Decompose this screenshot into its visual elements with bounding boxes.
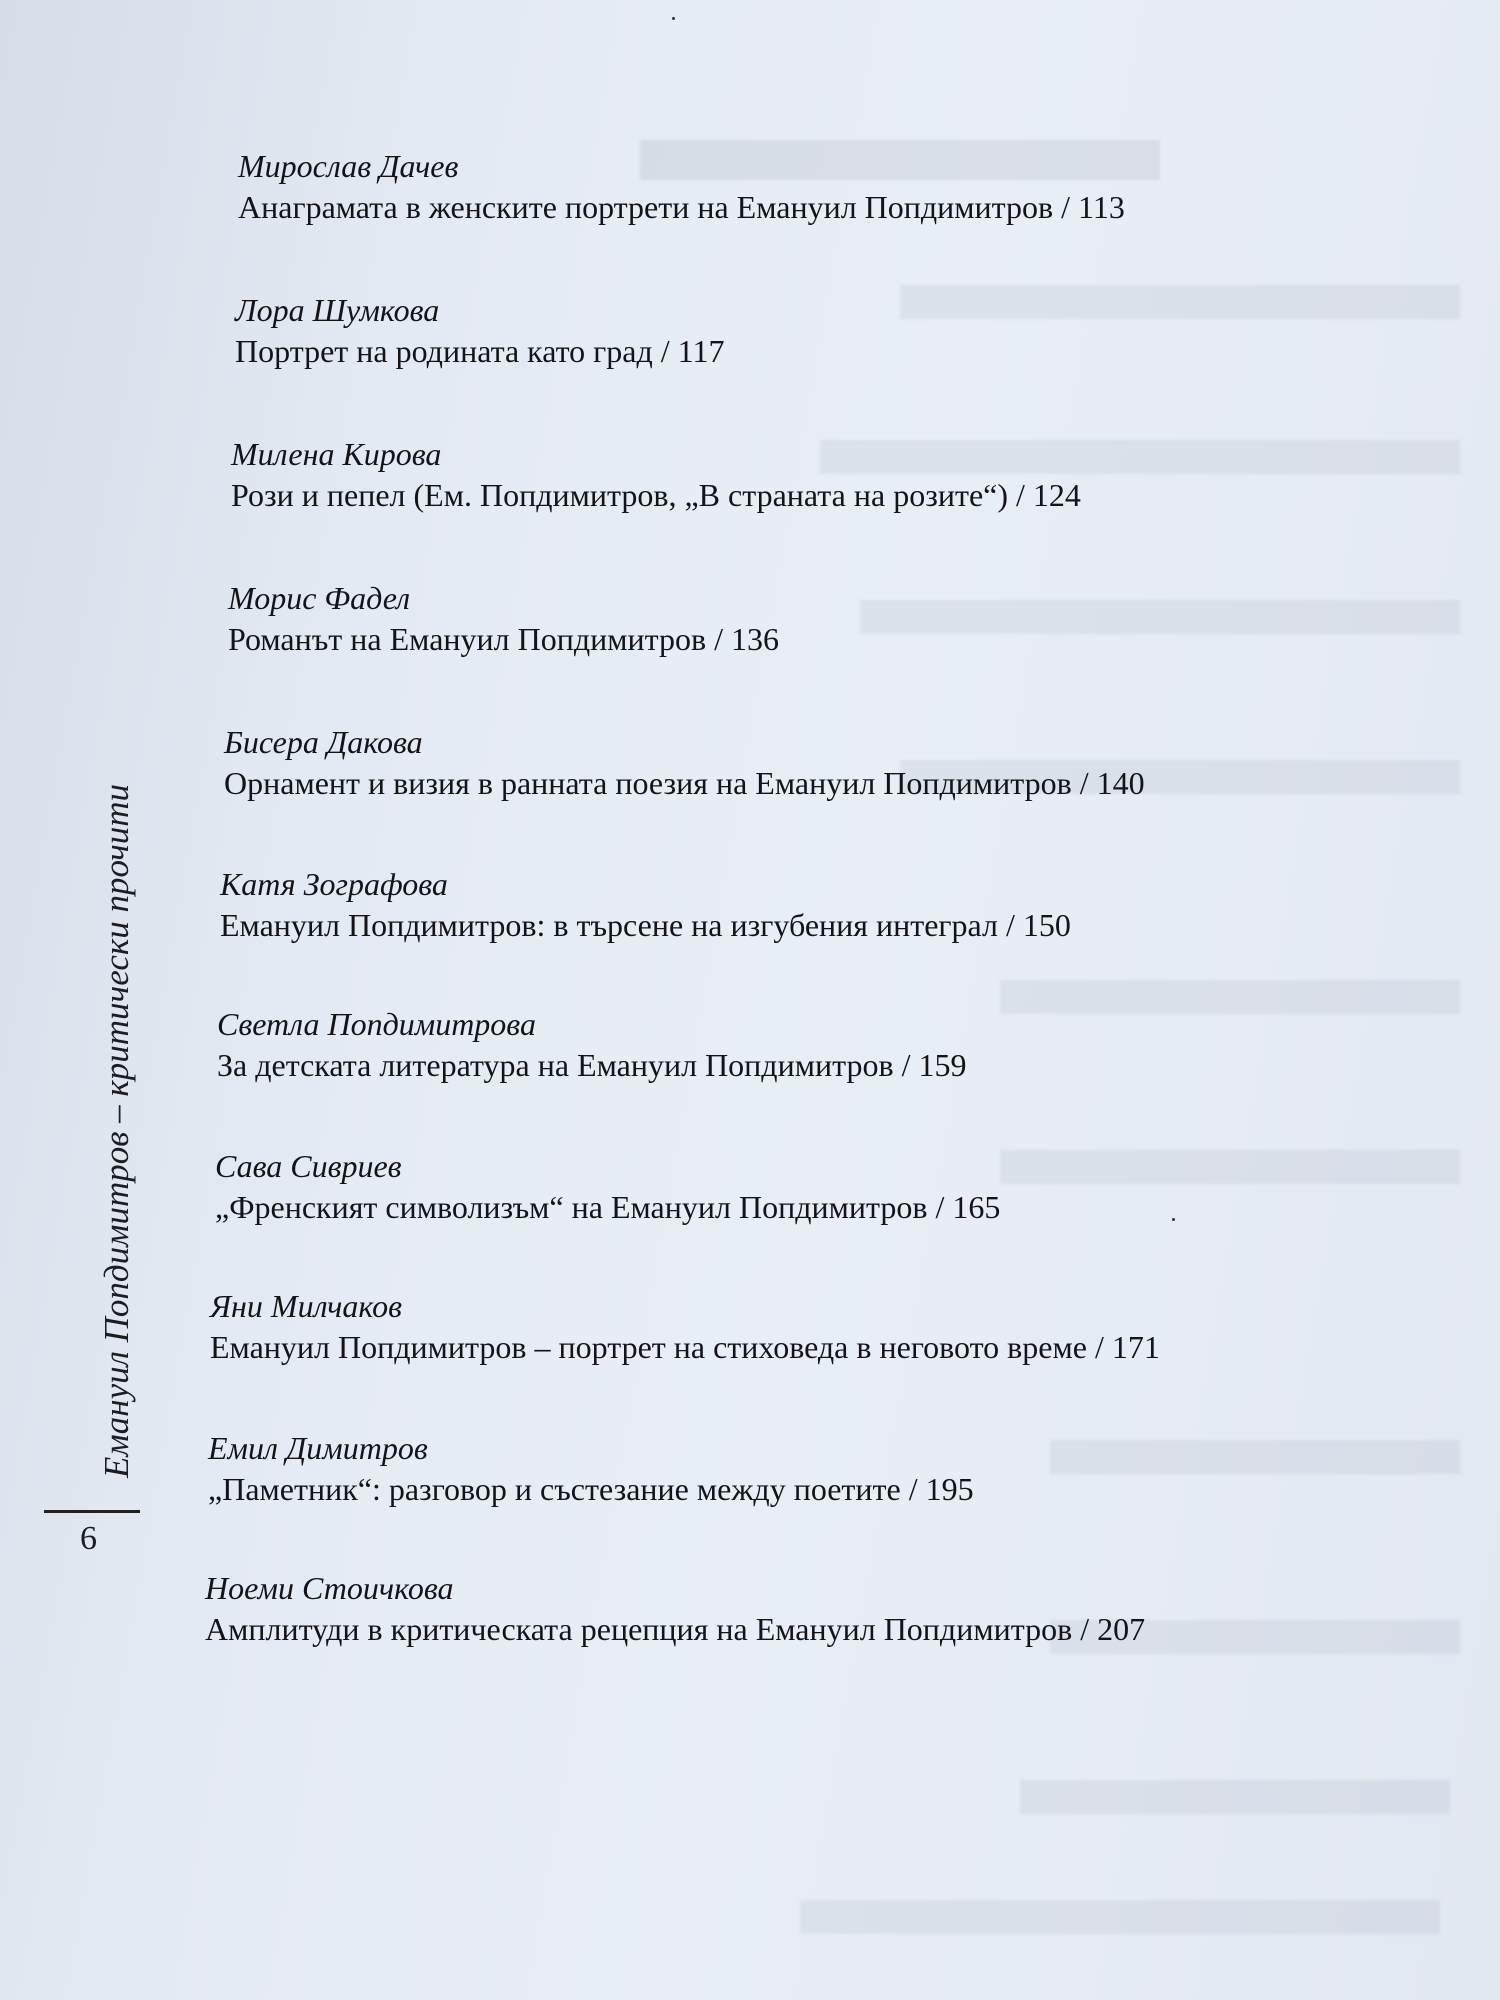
entry-title: Портрет на родината като град / 117 xyxy=(235,333,725,369)
entry-author: Ноеми Стоичкова xyxy=(205,1570,454,1606)
entry-author: Светла Попдимитрова xyxy=(217,1006,536,1042)
toc-entry xyxy=(228,578,1500,660)
paper-speck xyxy=(672,17,675,20)
entry-title: Романът на Емануил Попдимитров / 136 xyxy=(228,621,779,657)
entry-title: Амплитуди в критическата рецепция на Емануил Попдимитров / 207 xyxy=(205,1611,1146,1647)
entry-author: Катя Зографова xyxy=(220,866,448,902)
show-through-text xyxy=(1020,1780,1450,1814)
entry-title: „Паметник“: разговор и състезание между поетите / 195 xyxy=(208,1471,974,1507)
running-head: Емануил Попдимитров – критически прочити xyxy=(97,783,136,1478)
folio-rule xyxy=(44,1510,140,1513)
toc-entry xyxy=(235,290,1500,372)
toc-entry xyxy=(224,722,1500,804)
toc-entry xyxy=(205,1568,1485,1650)
toc-entry xyxy=(210,1286,1490,1368)
entry-author: Мирослав Дачев xyxy=(238,148,459,184)
entry-title: Анаграмата в женските портрети на Емануил Попдимитров / 113 xyxy=(238,189,1125,225)
toc-entry xyxy=(220,864,1500,946)
toc-entry xyxy=(238,146,1500,228)
entry-author: Морис Фадел xyxy=(228,580,411,616)
page-number: 6 xyxy=(80,1520,97,1557)
toc-entry xyxy=(215,1146,1495,1228)
show-through-text xyxy=(800,1900,1440,1934)
toc-entry xyxy=(231,434,1500,516)
entry-title: За детската литература на Емануил Попдимитров / 159 xyxy=(217,1047,967,1083)
entry-title: Емануил Попдимитров: в търсене на изгубения интеграл / 150 xyxy=(220,907,1071,943)
entry-author: Емил Димитров xyxy=(208,1430,428,1466)
entry-author: Яни Милчаков xyxy=(210,1288,402,1324)
entry-author: Бисера Дакова xyxy=(224,724,423,760)
toc-entry xyxy=(208,1428,1488,1510)
entry-title: „Френският символизъм“ на Емануил Попдимитров / 165 xyxy=(215,1189,1001,1225)
entry-title: Рози и пепел (Ем. Попдимитров, „В страната на розите“) / 124 xyxy=(231,477,1081,513)
entry-title: Емануил Попдимитров – портрет на стиховеда в неговото време / 171 xyxy=(210,1329,1160,1365)
entry-title: Орнамент и визия в ранната поезия на Емануил Попдимитров / 140 xyxy=(224,765,1145,801)
toc-entry xyxy=(217,1004,1497,1086)
entry-author: Милена Кирова xyxy=(231,436,442,472)
entry-author: Сава Сивриев xyxy=(215,1148,402,1184)
entry-author: Лора Шумкова xyxy=(235,292,440,328)
